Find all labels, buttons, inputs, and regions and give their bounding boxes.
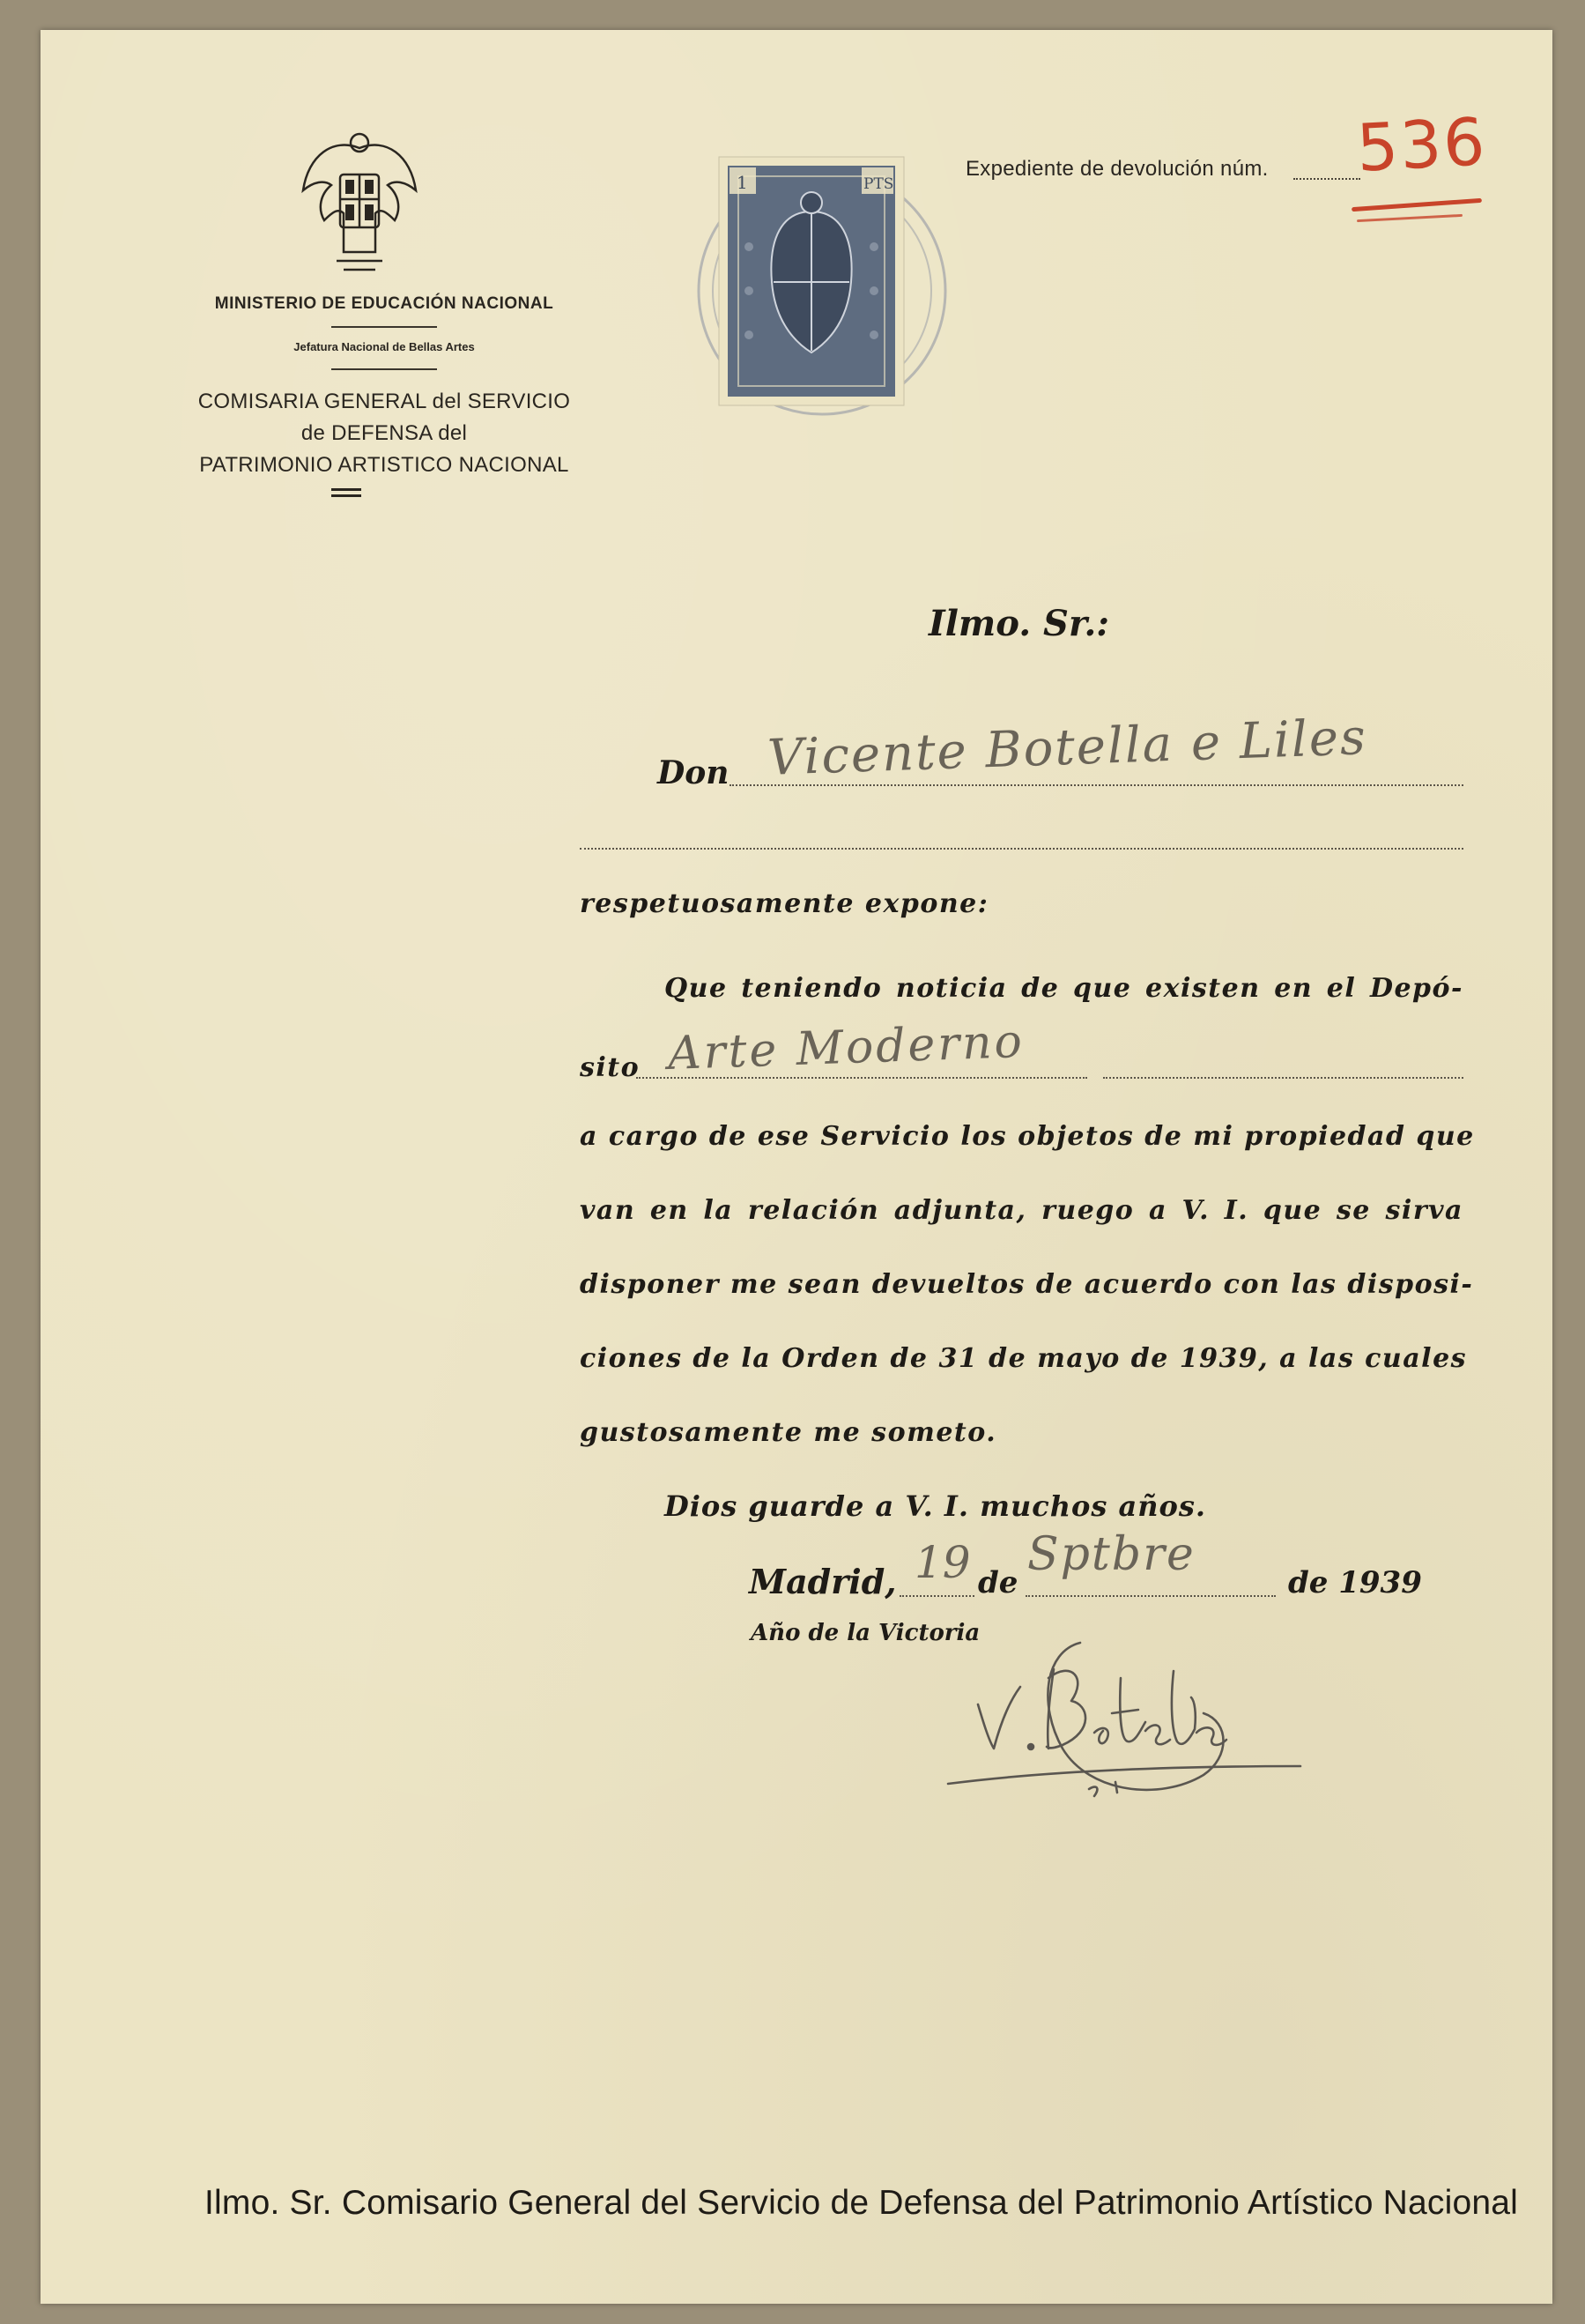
document-page — [41, 30, 1552, 2304]
comisaria-line: de DEFENSA del — [300, 421, 468, 445]
victoria-line: Año de la Victoria — [751, 1620, 981, 1646]
expediente-underline — [1352, 198, 1482, 212]
stamp-value-right: PTS — [863, 175, 894, 193]
comisaria-line: PATRIMONIO ARTISTICO NACIONAL — [199, 453, 569, 477]
double-rule — [331, 494, 361, 497]
footer-addressee: Ilmo. Sr. Comisario General del Servicio de Defensa del Patrimonio Artístico Nacional — [204, 2184, 1518, 2222]
expediente-underline — [1357, 214, 1463, 222]
date-de: de — [978, 1565, 1018, 1600]
comisaria-line: COMISARIA GENERAL del SERVICIO — [197, 390, 571, 413]
coat-of-arms-emblem — [298, 129, 421, 283]
expediente-label: Expediente de devolución núm. — [966, 157, 1269, 181]
don-label: Don — [657, 754, 730, 791]
handwritten-date-day: 19 — [915, 1537, 971, 1588]
date-year: de 1939 — [1288, 1565, 1422, 1600]
deposit-dotted-line — [1103, 1077, 1463, 1079]
ministry-name: MINISTERIO DE EDUCACIÓN NACIONAL — [214, 294, 554, 313]
header-divider — [331, 326, 437, 328]
date-city: Madrid, — [749, 1562, 897, 1601]
sito-label: sito — [580, 1052, 641, 1083]
body-line: van en la relación adjunta, ruego a V. I. que se sirva — [580, 1195, 1463, 1226]
salutation: Ilmo. Sr.: — [929, 603, 1110, 644]
don-dotted-line — [730, 784, 1463, 786]
header-divider — [331, 368, 437, 370]
expediente-dotted-line — [1293, 178, 1360, 180]
expediente-number: 536 — [1354, 104, 1489, 187]
handwritten-applicant-name: Vicente Botella e Liles — [767, 709, 1368, 787]
stamp-value-left: 1 — [737, 172, 748, 193]
body-line: disponer me sean devueltos de acuerdo con las disposi- — [580, 1269, 1474, 1300]
comisaria-name — [164, 386, 604, 481]
date-month-dotted-line — [1026, 1595, 1276, 1597]
handwritten-deposit-name: Arte Moderno — [667, 1014, 1026, 1081]
double-rule — [331, 488, 361, 491]
closing-line: Dios guarde a V. I. muchos años. — [664, 1489, 1207, 1523]
body-line: ciones de la Orden de 31 de mayo de 1939, a las cuales — [580, 1343, 1468, 1374]
handwritten-date-month: Sptbre — [1027, 1528, 1196, 1581]
body-line: gustosamente me someto. — [580, 1417, 997, 1448]
handwritten-signature — [939, 1616, 1309, 1819]
expone-line: respetuosamente expone: — [580, 888, 989, 919]
body-line: Que teniendo noticia de que existen en el Depó- — [664, 973, 1463, 1004]
name-continuation-dotted-line — [580, 848, 1463, 850]
jefatura-name: Jefatura Nacional de Bellas Artes — [293, 340, 475, 353]
revenue-stamp-image — [677, 115, 959, 441]
body-line: a cargo de ese Servicio los objetos de mi propiedad que — [580, 1121, 1475, 1152]
date-day-dotted-line — [900, 1595, 974, 1597]
